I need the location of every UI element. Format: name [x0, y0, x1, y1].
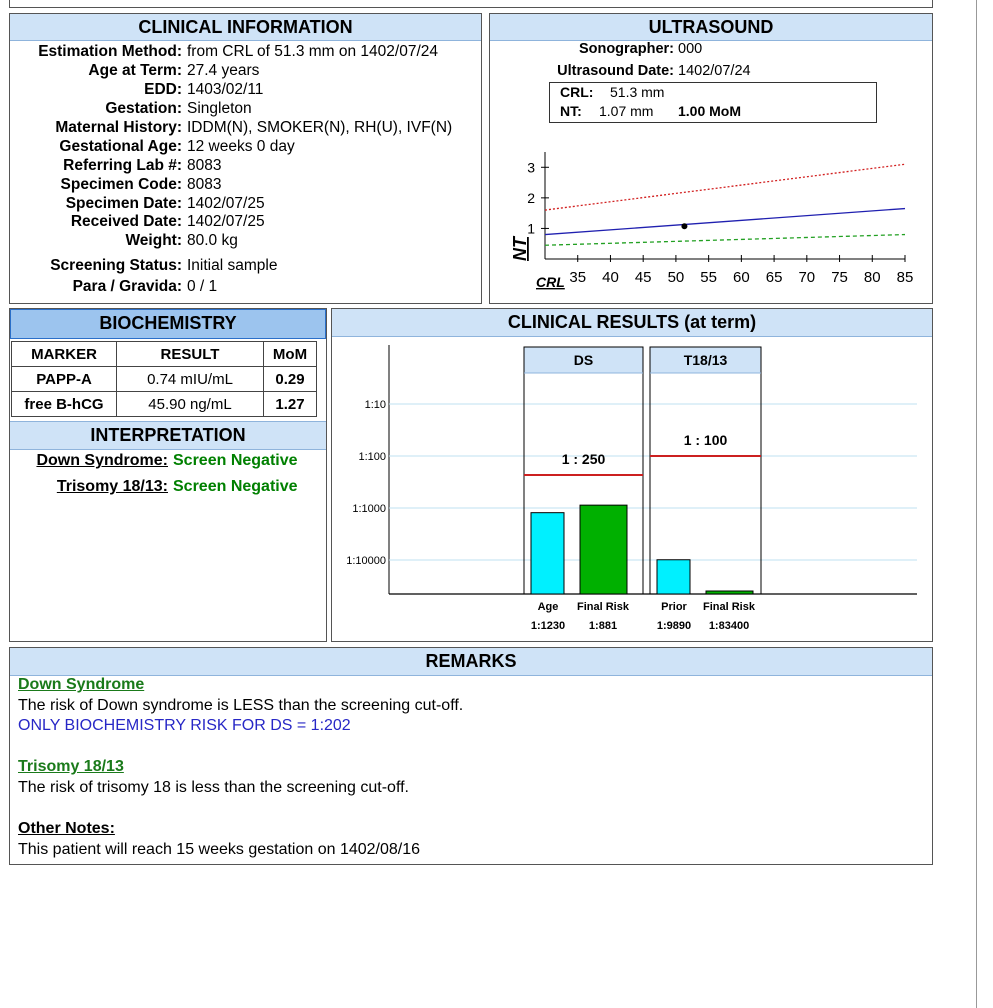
clinical-info-row — [10, 176, 222, 195]
clinical-info-value: 12 weeks 0 day — [187, 138, 295, 155]
biochemistry-header-row — [12, 342, 317, 367]
risk-group-title: T18/13 — [683, 352, 728, 368]
risk-group-frame — [650, 347, 761, 594]
risk-y-tick-label: 1:100 — [358, 451, 386, 463]
table-row — [12, 392, 317, 417]
remarks-ds-heading: Down Syndrome — [18, 676, 145, 693]
cutoff-label: 1 : 100 — [683, 432, 728, 448]
crl-label: CRL: — [560, 84, 594, 100]
risk-bar — [706, 591, 753, 594]
clinical-info-value: 8083 — [187, 176, 222, 193]
clinical-information-title: CLINICAL INFORMATION — [10, 14, 481, 41]
clinical-info-value: Initial sample — [187, 257, 278, 274]
clinical-info-row — [10, 278, 218, 297]
x-tick-label: 55 — [700, 269, 717, 286]
clinical-info-label: Screening Status: — [50, 257, 182, 274]
clinical-information-panel — [9, 13, 482, 304]
result-header: RESULT — [117, 342, 264, 367]
x-tick-label: 80 — [863, 269, 881, 286]
ultrasound-panel — [489, 13, 933, 304]
ultrasound-date-value: 1402/07/24 — [678, 63, 751, 79]
clinical-info-label: EDD: — [144, 81, 182, 98]
clinical-info-label: Weight: — [125, 232, 182, 249]
x-tick-label: 75 — [831, 269, 848, 286]
remarks-t18-heading: Trisomy 18/13 — [18, 758, 124, 775]
percentile-line — [545, 235, 905, 246]
risk-bar-label: Age — [537, 601, 559, 613]
remarks-ds-biochem: ONLY BIOCHEMISTRY RISK FOR DS = 1:202 — [18, 717, 351, 734]
risk-bar-label: Prior — [661, 601, 687, 613]
clinical-info-row — [10, 62, 260, 81]
percentile-line — [545, 209, 905, 235]
x-axis-label: CRL — [536, 274, 565, 290]
risk-bar — [580, 505, 627, 594]
risk-bar — [657, 560, 690, 594]
y-tick-label: 3 — [527, 159, 535, 176]
result-cell: 0.74 mIU/mL — [117, 367, 264, 392]
risk-group-title: DS — [573, 352, 594, 368]
clinical-info-label: Received Date: — [70, 213, 182, 230]
risk-bar-value: 1:9890 — [656, 620, 692, 632]
x-tick-label: 70 — [798, 269, 816, 286]
mom-header: MoM — [264, 342, 317, 367]
risk-bar-value: 1:881 — [588, 620, 618, 632]
ultrasound-title: ULTRASOUND — [490, 14, 932, 41]
biochemistry-title: BIOCHEMISTRY — [10, 309, 326, 339]
x-tick-label: 35 — [569, 269, 587, 286]
x-tick-label: 50 — [667, 269, 685, 286]
clinical-info-row — [10, 213, 265, 232]
risk-bar-label: Final Risk — [703, 601, 755, 613]
crl-nt-box — [549, 82, 877, 123]
clinical-info-label: Para / Gravida: — [72, 278, 182, 295]
clinical-info-row — [10, 100, 252, 119]
table-row — [12, 367, 317, 392]
clinical-info-label: Specimen Date: — [65, 195, 182, 212]
clinical-info-row — [10, 157, 222, 176]
clinical-info-value: 1403/02/11 — [187, 81, 264, 98]
remarks-t18-text: The risk of trisomy 18 is less than the screening cut-off. — [18, 779, 409, 796]
biochemistry-panel — [9, 308, 327, 642]
clinical-info-label: Gestational Age: — [59, 138, 182, 155]
trisomy-interp-value: Screen Negative — [173, 478, 298, 495]
ultrasound-date-label: Ultrasound Date: — [557, 63, 674, 79]
page-edge — [976, 0, 993, 1008]
clinical-info-row — [10, 81, 264, 100]
remarks-title: REMARKS — [10, 648, 932, 676]
nt-crl-chart — [490, 132, 934, 302]
down-syndrome-interp-value: Screen Negative — [173, 452, 298, 469]
clinical-info-row — [10, 119, 453, 138]
trisomy-interp-label: Trisomy 18/13: — [56, 478, 168, 495]
clinical-info-label: Gestation: — [105, 100, 182, 117]
sonographer-label: Sonographer: — [578, 41, 674, 57]
clinical-info-row — [10, 195, 265, 214]
clinical-info-label: Estimation Method: — [38, 43, 182, 60]
remarks-panel — [9, 647, 933, 865]
risk-bar-value: 1:1230 — [530, 620, 566, 632]
remarks-ds-text: The risk of Down syndrome is LESS than the screening cut-off. — [18, 697, 464, 714]
clinical-info-value: 27.4 years — [187, 62, 260, 79]
clinical-info-row — [10, 43, 439, 62]
risk-y-tick-label: 1:10000 — [346, 555, 386, 567]
clinical-info-label: Maternal History: — [55, 119, 182, 136]
result-cell: 45.90 ng/mL — [117, 392, 264, 417]
clinical-info-row — [10, 232, 238, 251]
x-tick-label: 60 — [733, 269, 750, 286]
clinical-info-row — [10, 257, 278, 276]
marker-cell: PAPP-A — [12, 367, 117, 392]
nt-mom-value: 1.00 MoM — [678, 103, 742, 119]
mom-cell: 0.29 — [264, 367, 317, 392]
y-tick-label: 2 — [527, 189, 535, 206]
y-axis-label: NT — [510, 237, 530, 261]
top-header-strip — [9, 0, 933, 8]
remarks-other-heading: Other Notes: — [18, 820, 115, 837]
clinical-info-label: Age at Term: — [88, 62, 182, 79]
sonographer-value: 000 — [678, 41, 703, 57]
clinical-info-value: 1402/07/25 — [187, 213, 265, 230]
crl-value: 51.3 mm — [610, 84, 665, 100]
nt-label: NT: — [560, 103, 582, 119]
risk-y-tick-label: 1:1000 — [352, 503, 386, 515]
clinical-info-label: Specimen Code: — [60, 176, 182, 193]
risk-y-tick-label: 1:10 — [364, 399, 386, 411]
clinical-info-value: 8083 — [187, 157, 222, 174]
clinical-info-label: Referring Lab #: — [63, 157, 182, 174]
clinical-info-value: 0 / 1 — [187, 278, 218, 295]
marker-cell: free B-hCG — [12, 392, 117, 417]
clinical-info-value: 1402/07/25 — [187, 195, 265, 212]
percentile-line — [545, 164, 905, 210]
clinical-info-value: IDDM(N), SMOKER(N), RH(U), IVF(N) — [187, 119, 453, 136]
risk-bar-value: 1:83400 — [708, 620, 750, 632]
x-tick-label: 45 — [634, 269, 652, 286]
clinical-results-title: CLINICAL RESULTS (at term) — [332, 309, 932, 337]
x-tick-label: 85 — [896, 269, 914, 286]
down-syndrome-interp-label: Down Syndrome: — [36, 452, 168, 469]
risk-bar — [531, 513, 564, 594]
risk-bar-chart — [332, 337, 932, 641]
remarks-other-text: This patient will reach 15 weeks gestation on 1402/08/16 — [18, 841, 421, 858]
clinical-info-row — [10, 138, 295, 157]
clinical-results-panel — [331, 308, 933, 642]
x-tick-label: 40 — [602, 269, 619, 286]
x-tick-label: 65 — [765, 269, 783, 286]
cutoff-label: 1 : 250 — [561, 451, 606, 467]
nt-value: 1.07 mm — [599, 103, 654, 119]
interpretation-header: INTERPRETATION — [10, 421, 326, 450]
mom-cell: 1.27 — [264, 392, 317, 417]
marker-header: MARKER — [12, 342, 117, 367]
clinical-info-value: 80.0 kg — [187, 232, 238, 249]
risk-bar-label: Final Risk — [577, 601, 629, 613]
clinical-info-value: Singleton — [187, 100, 252, 117]
patient-nt-point — [681, 223, 687, 229]
y-tick-label: 1 — [527, 220, 535, 237]
biochemistry-table — [11, 341, 317, 417]
clinical-info-value: from CRL of 51.3 mm on 1402/07/24 — [187, 43, 439, 60]
